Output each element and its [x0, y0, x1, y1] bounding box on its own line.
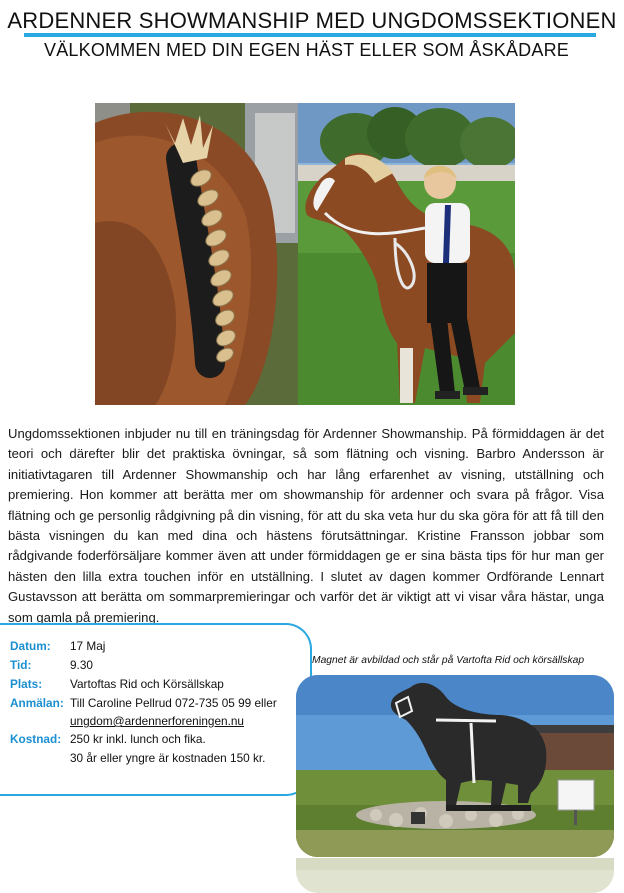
cost-label: Kostnad: [10, 732, 62, 746]
date-label: Datum: [10, 639, 51, 653]
cost-value: 250 kr inkl. lunch och fika. [70, 732, 206, 746]
cost-note: 30 år eller yngre är kostnaden 150 kr. [70, 751, 266, 765]
time-value: 9.30 [70, 658, 93, 672]
signup-email-link[interactable]: ungdom@ardennerforeningen.nu [70, 714, 244, 728]
place-label: Plats: [10, 677, 43, 691]
date-value: 17 Maj [70, 639, 106, 653]
event-info-box [0, 623, 312, 796]
page-subtitle: VÄLKOMMEN MED DIN EGEN HÄST ELLER SOM ÅSKÅDARE [44, 40, 569, 60]
magnet-caption: Magnet är avbildad och står på Vartofta Rid och körsällskap [312, 655, 585, 666]
magnet-horse-photo [296, 675, 614, 857]
page-title: ARDENNER SHOWMANSHIP MED UNGDOMSSEKTIONEN [7, 8, 617, 33]
signup-label: Anmälan: [10, 696, 64, 710]
place-value: Vartoftas Rid och Körsällskap [70, 677, 224, 691]
magnet-photo-reflection [296, 858, 614, 893]
title-divider [24, 33, 596, 37]
time-label: Tid: [10, 658, 32, 672]
intro-paragraph: Ungdomssektionen inbjuder nu till en träningsdag för Ardenner Showmanship. På förmiddagen är det teori och därefter blir det praktiska övningar, så som flätning och visning. Barbro Andersson är initiativtagaren till Ardenner Showmanship och har lång erfarenhet av visning, utställning och premiering. Hon kommer att berätta mer om showmanship för ardenner och svara på frågor. Visa flätning och ge personlig rådgivning på din visning, för att du ska veta hur du ska göra för att få till den bästa visningen du kan med dina och hästens förutsättningar. Kristine Fransson jobbar som rådgivande foderförsäljare kommer även att under förmiddagen ge er sina bästa tips för hur man ger hästen den lilla extra touchen inför en utställning. I slutet av dagen kommer Ordförande Lennart Gustavsson att berätta om sommarpremieringar och varför det är viktigt att vi visar våra hästar, unga som gamla på premiering. [8, 426, 604, 625]
hero-photo [95, 103, 515, 405]
signup-value: Till Caroline Pellrud 072-735 05 99 eller [70, 696, 277, 710]
